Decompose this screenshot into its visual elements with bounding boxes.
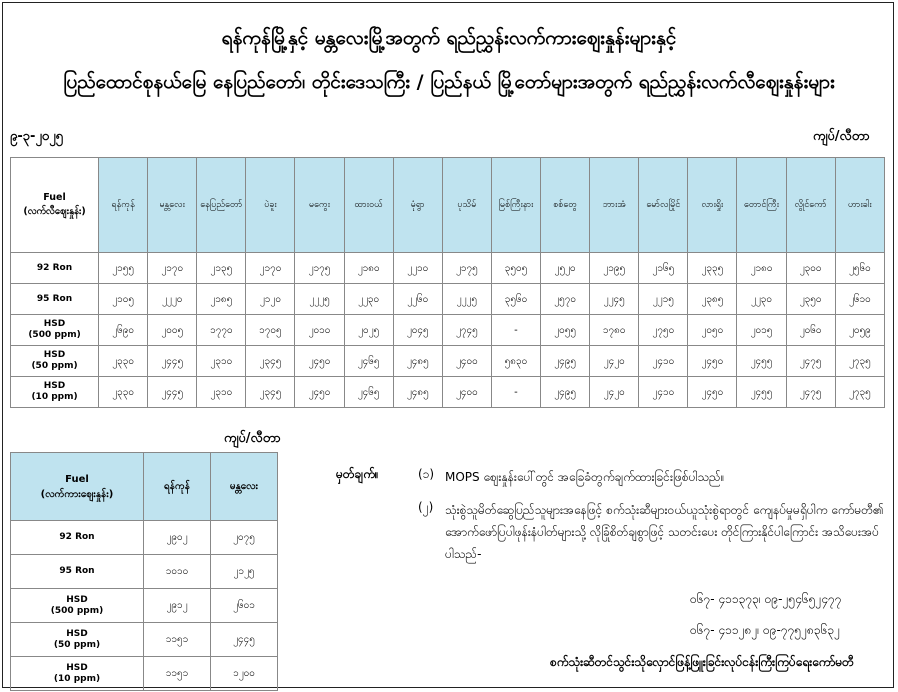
table-row bbox=[11, 555, 278, 589]
city-header: စစ်တွေ bbox=[541, 158, 590, 253]
price-cell: ၂၂၃၀ bbox=[344, 284, 393, 315]
price-cell: ၂၄၂၀ bbox=[590, 346, 639, 377]
price-cell: ၂၀၅၉ bbox=[835, 315, 884, 346]
city-header: တောင်ကြီး bbox=[737, 158, 786, 253]
price-cell: ၂၂၃၀ bbox=[737, 284, 786, 315]
committee-signoff: စက်သုံးဆီတင်သွင်းသိုလှောင်ဖြန့်ဖြူးခြင်းလုပ်ငန်းကြီးကြပ်ရေးကော်မတီ bbox=[550, 655, 854, 669]
price-cell: ၂၄၂၀ bbox=[590, 377, 639, 408]
price-cell: ၂၄၁၀ bbox=[639, 377, 688, 408]
price-cell: ၂၁၂၀ bbox=[246, 284, 295, 315]
price-cell: ၂၀၇၅ bbox=[211, 521, 278, 555]
price-cell: ၂၂၄၅ bbox=[590, 284, 639, 315]
price-cell: ၂၇၃၅ bbox=[835, 377, 884, 408]
unit-label-wholesale: ကျပ်/လီတာ bbox=[224, 431, 281, 446]
table-row bbox=[11, 315, 885, 346]
price-cell: ၂၄၇၅ bbox=[786, 346, 835, 377]
city-header: ထားဝယ် bbox=[344, 158, 393, 253]
price-cell: ၂၉၀၂ bbox=[144, 521, 211, 555]
fuel-type-cell: HSD (10 ppm) bbox=[11, 377, 99, 408]
notes-label: မှတ်ချက်။ bbox=[336, 467, 379, 481]
price-cell: ၅၈၃၀ bbox=[491, 346, 540, 377]
price-cell: ၂၄၀၀ bbox=[442, 346, 491, 377]
price-cell: - bbox=[491, 315, 540, 346]
price-cell: ၁၁၅၁ bbox=[144, 623, 211, 657]
price-cell: ၂၁၃၅ bbox=[197, 253, 246, 284]
price-cell: ၂၁၀၅ bbox=[99, 284, 148, 315]
price-cell: ၂၀၀၅ bbox=[148, 315, 197, 346]
retail-price-table bbox=[10, 157, 885, 408]
table-row bbox=[11, 284, 885, 315]
fuel-type-cell: 92 Ron bbox=[11, 253, 99, 284]
city-header: ဘားအံ bbox=[590, 158, 639, 253]
price-cell: ၂၁၇၀ bbox=[246, 253, 295, 284]
note-2-number: (၂) bbox=[418, 500, 434, 514]
price-cell: ၂၃၄၅ bbox=[246, 346, 295, 377]
price-cell: ၂၄၅၅ bbox=[737, 377, 786, 408]
price-cell: ၂၂၂၅ bbox=[442, 284, 491, 315]
price-cell: ၂၇၄၅ bbox=[442, 315, 491, 346]
price-cell: ၂၁၉၅ bbox=[590, 253, 639, 284]
table-row bbox=[11, 657, 278, 691]
price-cell: ၂၁၇၅ bbox=[295, 253, 344, 284]
price-cell: ၂၂၂၀ bbox=[148, 284, 197, 315]
title-line-2: ပြည်ထောင်စုနယ်မြေ နေပြည်တော်၊ တိုင်းဒေသကြီး / ပြည်နယ် မြို့တော်များအတွက် ရည်ညွှန်းလက်လီဈေးနှုန်းများ bbox=[63, 71, 835, 93]
price-cell: ၂၄၅၀ bbox=[688, 346, 737, 377]
price-cell: ၂၄၈၅ bbox=[393, 377, 442, 408]
price-cell: ၂၄၆၅ bbox=[344, 377, 393, 408]
price-cell: ၂၀၁၅ bbox=[737, 315, 786, 346]
price-cell: ၂၅၇၀ bbox=[541, 284, 590, 315]
date-label: ၉-၃-၂၀၂၅ bbox=[10, 129, 63, 144]
price-cell: ၂၂၆၀ bbox=[393, 284, 442, 315]
table-row bbox=[11, 377, 885, 408]
price-cell: ၂၃၀၀ bbox=[786, 253, 835, 284]
city-header: ပဲခူး bbox=[246, 158, 295, 253]
price-cell: ၂၄၄၅ bbox=[211, 623, 278, 657]
city-header: မကွေး bbox=[295, 158, 344, 253]
city-header: မန္တလေး bbox=[148, 158, 197, 253]
price-cell: ၂၁၅၅ bbox=[99, 253, 148, 284]
price-cell: ၂၂၁၅ bbox=[639, 284, 688, 315]
price-cell: ၂၃၄၅ bbox=[246, 377, 295, 408]
city-header: ဟားခါး bbox=[835, 158, 884, 253]
price-cell: ၂၄၅၀ bbox=[295, 377, 344, 408]
city-header: ရန်ကုန် bbox=[99, 158, 148, 253]
fuel-type-cell: HSD (50 ppm) bbox=[11, 623, 144, 657]
price-cell: ၂၁၇၅ bbox=[442, 253, 491, 284]
price-cell: ၂၃၈၅ bbox=[688, 284, 737, 315]
note-2-text: သုံးစွဲသူမိတ်ဆွေပြည်သူများအနေဖြင့် စက်သုံးဆီများဝယ်ယူသုံးစွဲရာတွင် ကျေနပ်မှုမရှိပါက ကော်မတီ၏ အောက်ဖော်ပြပါဖုန်းနံပါတ်များသို့ လိုခြုံစိတ်ချစွာဖြင့် သတင်းပေး တိုင်ကြားနိုင်ပါကြောင်း အသိပေးအပ်ပါသည်- bbox=[445, 503, 884, 561]
price-cell: ၂၀၆၀ bbox=[786, 315, 835, 346]
price-cell: ၂၀၄၅ bbox=[393, 315, 442, 346]
fuel-type-cell: 95 Ron bbox=[11, 284, 99, 315]
title-line-1: ရန်ကုန်မြို့နှင့် မန္တလေးမြို့အတွက် ရည်ညွှန်းလက်ကားဈေးနှုန်းများနှင့် bbox=[221, 27, 677, 49]
price-cell: ၂၆၀၁ bbox=[211, 589, 278, 623]
price-cell: ၂၇၅၀ bbox=[639, 315, 688, 346]
price-cell: ၂၃၁၀ bbox=[197, 377, 246, 408]
price-cell: ၁၇၈၀ bbox=[590, 315, 639, 346]
price-cell: ၂၉၁၂ bbox=[144, 589, 211, 623]
table-row bbox=[11, 623, 278, 657]
price-cell: ၂၃၃၅ bbox=[688, 253, 737, 284]
table-row bbox=[11, 521, 278, 555]
price-cell: ၂၁၈၀ bbox=[737, 253, 786, 284]
price-cell: ၂၅၆၀ bbox=[835, 253, 884, 284]
price-cell: ၂၄၆၅ bbox=[344, 346, 393, 377]
phone-numbers-1: ၀၆၇- ၄၁၁၃၇၃၊ ၀၉-၂၅၄၆၅၂၄၇၇ bbox=[690, 592, 842, 606]
city-header: မန္တလေး bbox=[211, 453, 278, 521]
price-cell: ၂၁၆၅ bbox=[639, 253, 688, 284]
fuel-column-header: Fuel (လက်လီဈေးနှုန်း) bbox=[11, 158, 99, 253]
fuel-type-cell: HSD (500 ppm) bbox=[11, 315, 99, 346]
price-cell: ၂၆၉၀ bbox=[99, 315, 148, 346]
fuel-column-header: Fuel (လက်ကားဈေးနှုန်း) bbox=[11, 453, 144, 521]
price-cell: ၂၄၄၅ bbox=[148, 346, 197, 377]
price-cell: ၂၅၂၀ bbox=[541, 253, 590, 284]
price-cell: ၂၃၅၀ bbox=[786, 284, 835, 315]
table-row bbox=[11, 346, 885, 377]
price-cell: ၂၁၈၅ bbox=[197, 284, 246, 315]
price-cell: ၂၆၁၀ bbox=[835, 284, 884, 315]
price-cell: ၂၄၉၅ bbox=[541, 346, 590, 377]
price-cell: ၂၄၈၅ bbox=[393, 346, 442, 377]
note-1-number: (၁) bbox=[418, 467, 435, 481]
fuel-type-cell: HSD (50 ppm) bbox=[11, 346, 99, 377]
city-header: ရန်ကုန် bbox=[144, 453, 211, 521]
price-cell: ၂၂၁၀ bbox=[393, 253, 442, 284]
price-cell: ၂၄၁၀ bbox=[639, 346, 688, 377]
price-cell: - bbox=[491, 377, 540, 408]
price-cell: ၂၀၅၅ bbox=[541, 315, 590, 346]
fuel-type-cell: HSD (10 ppm) bbox=[11, 657, 144, 691]
fuel-type-cell: HSD (500 ppm) bbox=[11, 589, 144, 623]
price-cell: ၂၄၉၅ bbox=[541, 377, 590, 408]
note-1-text: MOPS ဈေးနှုန်းပေါ်တွင် အခြေခံတွက်ချက်ထားခြင်းဖြစ်ပါသည်။ bbox=[445, 470, 725, 484]
price-cell: ၃၅၆၀ bbox=[491, 284, 540, 315]
price-cell: ၁၇၀၅ bbox=[246, 315, 295, 346]
fuel-type-cell: 92 Ron bbox=[11, 521, 144, 555]
price-cell: ၂၄၅၀ bbox=[688, 377, 737, 408]
city-header: ပုသိမ် bbox=[442, 158, 491, 253]
fuel-type-cell: 95 Ron bbox=[11, 555, 144, 589]
price-cell: ၂၃၃၀ bbox=[99, 377, 148, 408]
phone-numbers-2: ၀၆၇- ၄၁၁၂၈၂၊ ၀၉-၇၇၅၂၈၃၆၃၂ bbox=[690, 623, 840, 637]
price-cell: ၂၃၃၀ bbox=[99, 346, 148, 377]
price-cell: ၂၀၂၅ bbox=[344, 315, 393, 346]
price-cell: ၃၅၀၅ bbox=[491, 253, 540, 284]
price-cell: ၂၁၇၀ bbox=[148, 253, 197, 284]
price-cell: ၂၀၁၀ bbox=[295, 315, 344, 346]
price-cell: ၂၄၄၅ bbox=[148, 377, 197, 408]
city-header: မုံရွာ bbox=[393, 158, 442, 253]
price-cell: ၂၄၅၀ bbox=[295, 346, 344, 377]
price-cell: ၂၂၂၅ bbox=[295, 284, 344, 315]
price-cell: ၁၂၀၀ bbox=[211, 657, 278, 691]
unit-label-retail: ကျပ်/လီတာ bbox=[813, 129, 870, 144]
price-cell: ၂၄၇၅ bbox=[786, 377, 835, 408]
price-cell: ၂၄၀၀ bbox=[442, 377, 491, 408]
city-header: လွိုင်ကော် bbox=[786, 158, 835, 253]
price-cell: ၁၇၇၀ bbox=[197, 315, 246, 346]
city-header: မြစ်ကြီးနား bbox=[491, 158, 540, 253]
price-cell: ၂၀၅၀ bbox=[688, 315, 737, 346]
wholesale-price-table bbox=[10, 452, 278, 691]
city-header: နေပြည်တော် bbox=[197, 158, 246, 253]
price-cell: ၁၀၁၀ bbox=[144, 555, 211, 589]
table-row bbox=[11, 589, 278, 623]
city-header: မော်လမြိုင် bbox=[639, 158, 688, 253]
city-header: လားရှိုး bbox=[688, 158, 737, 253]
table-row bbox=[11, 253, 885, 284]
price-cell: ၁၁၅၁ bbox=[144, 657, 211, 691]
price-cell: ၂၄၅၅ bbox=[737, 346, 786, 377]
price-cell: ၂၁၂၅ bbox=[211, 555, 278, 589]
price-cell: ၂၇၃၅ bbox=[835, 346, 884, 377]
price-cell: ၂၃၁၀ bbox=[197, 346, 246, 377]
price-cell: ၂၁၈၀ bbox=[344, 253, 393, 284]
